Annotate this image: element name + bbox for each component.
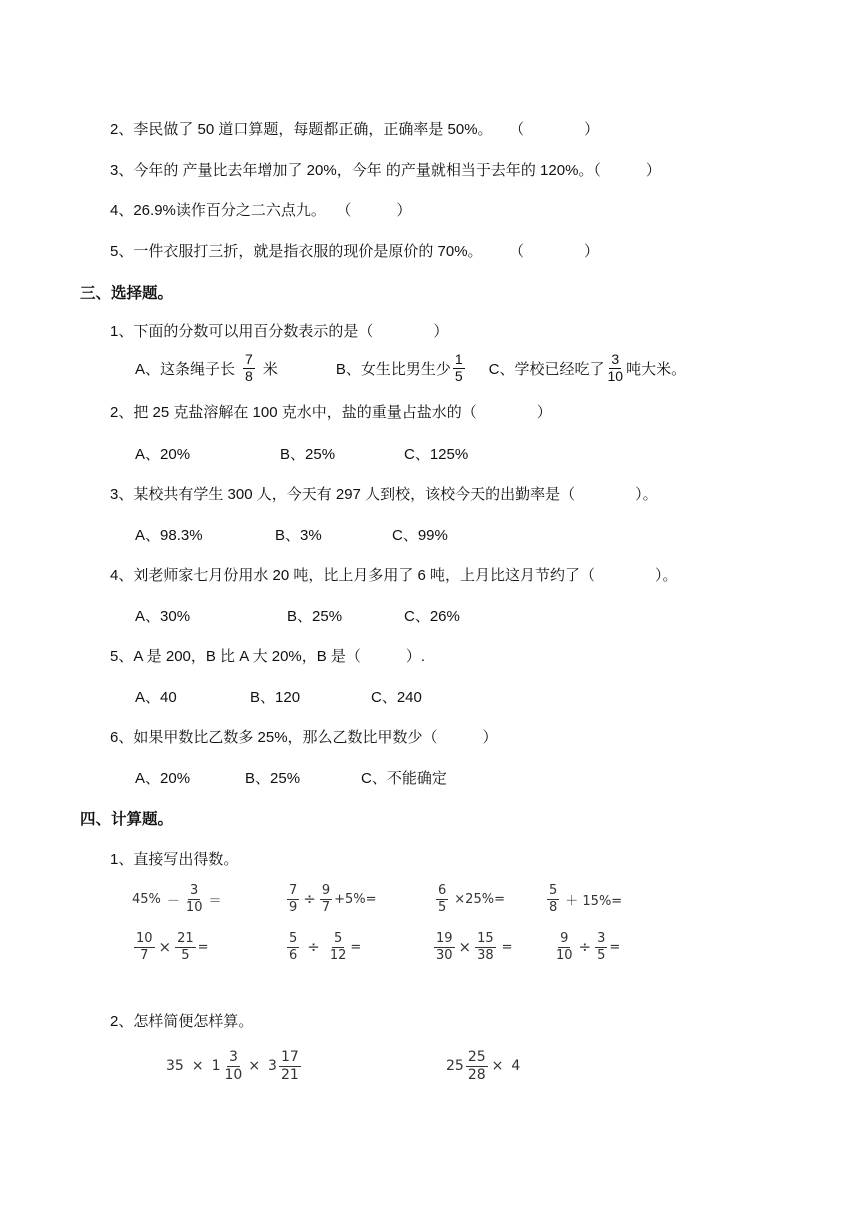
- frac-num: 19: [436, 931, 453, 946]
- times-sign: ×: [458, 938, 472, 957]
- choice-q1-b-fraction: [453, 352, 465, 384]
- judge-q4-paren[interactable]: （ ）: [343, 202, 412, 219]
- simplify-expr-2: [446, 1050, 520, 1082]
- expr-6: [285, 932, 361, 962]
- judge-q5-paren[interactable]: （ ）: [516, 243, 600, 260]
- frac-den: 10: [224, 1066, 243, 1083]
- choice-q6-a[interactable]: A、20%: [135, 770, 191, 787]
- frac-num: 5: [549, 883, 558, 898]
- equals-sign: =: [197, 939, 209, 955]
- frac-den: 28: [467, 1066, 486, 1083]
- frac-den: 8: [549, 899, 558, 915]
- mixed-number: [268, 1050, 303, 1082]
- minus-sign: －: [166, 893, 180, 909]
- frac-num: 25: [467, 1049, 486, 1065]
- mixed-whole: 25: [446, 1058, 464, 1075]
- choice-q1-b-label: B、女生比男生少: [335, 361, 451, 378]
- frac-den: 9: [289, 899, 298, 915]
- frac-num: 9: [321, 883, 331, 898]
- frac-den: 21: [280, 1066, 299, 1083]
- fraction: [134, 932, 155, 962]
- frac-num: 3: [190, 883, 199, 898]
- judge-q4-text: 4、26.9%读作百分之二六点九。: [110, 202, 326, 219]
- judge-q3-paren[interactable]: （ ）: [593, 162, 661, 179]
- equals-sign: =: [501, 939, 513, 955]
- fraction: [279, 1050, 301, 1082]
- section3-title: 三、选择题。: [80, 285, 174, 302]
- choice-q3: 3、某校共有学生 300 人，今天有 297 人到校，该校今天的出勤率是（ ）。: [110, 486, 658, 503]
- choice-q3-a[interactable]: A、98.3%: [135, 527, 203, 544]
- expr-tail: ＋ 15%=: [565, 893, 623, 909]
- frac-num: 10: [136, 931, 153, 946]
- frac-num: 17: [280, 1049, 299, 1065]
- fraction: [287, 884, 299, 914]
- fraction: [222, 1050, 244, 1082]
- choice-q5: 5、A 是 200，B 比 A 大 20%，B 是（ ）.: [110, 648, 426, 665]
- frac-den: 6: [289, 947, 298, 963]
- fraction: [595, 932, 607, 962]
- choice-q6: 6、如果甲数比乙数多 25%，那么乙数比甲数少（ ）: [110, 729, 498, 746]
- simplify-expr-1: [166, 1050, 303, 1082]
- choice-q4-c[interactable]: C、26%: [404, 608, 460, 625]
- judge-q2: [110, 120, 599, 140]
- mixed-number: [212, 1050, 247, 1082]
- fraction: [175, 932, 196, 962]
- fraction: [434, 932, 455, 962]
- choice-q5-b[interactable]: B、120: [250, 689, 301, 706]
- calc-sub1: 1、直接写出得数。: [110, 851, 239, 868]
- frac-den: 5: [454, 367, 463, 384]
- fraction: [320, 884, 332, 914]
- fraction: [287, 932, 299, 962]
- frac-den: 30: [436, 947, 453, 963]
- judge-q2-text: 2、李民做了 50 道口算题，每题都正确，正确率是 50%。: [110, 121, 493, 138]
- expr-7: [432, 932, 513, 962]
- choice-q6-c[interactable]: C、不能确定: [361, 770, 447, 787]
- frac-num: 5: [333, 931, 343, 946]
- judge-q2-paren[interactable]: （ ）: [516, 121, 600, 138]
- frac-den: 38: [477, 947, 494, 963]
- choice-q6-b[interactable]: B、25%: [245, 770, 301, 787]
- expr-term: 4: [511, 1058, 521, 1075]
- frac-num: 21: [177, 931, 194, 946]
- choice-q5-c[interactable]: C、240: [371, 689, 422, 706]
- frac-num: 3: [611, 351, 620, 368]
- frac-num: 6: [438, 883, 447, 898]
- frac-num: 15: [477, 931, 494, 946]
- frac-num: 7: [245, 351, 253, 368]
- frac-den: 7: [321, 899, 331, 915]
- expr-5: [132, 932, 209, 962]
- times-sign: ×: [248, 1058, 261, 1075]
- frac-den: 10: [556, 947, 573, 963]
- frac-den: 7: [140, 947, 149, 963]
- frac-den: 10: [607, 367, 624, 384]
- judge-q3: [110, 161, 661, 181]
- mixed-whole: 3: [268, 1058, 277, 1075]
- expr-term: 45%: [132, 891, 161, 907]
- divide-sign: ÷: [578, 938, 592, 957]
- fraction: [466, 1050, 488, 1082]
- choice-q4-a[interactable]: A、30%: [135, 608, 191, 625]
- expr-1: [132, 884, 223, 914]
- choice-q2-a[interactable]: A、20%: [135, 446, 191, 463]
- expr-term: 35: [166, 1058, 184, 1075]
- choice-q1-c-fraction: [605, 352, 625, 384]
- frac-den: 12: [329, 947, 347, 963]
- divide-sign: ÷: [307, 938, 320, 957]
- choice-q1-a-fraction: [243, 352, 255, 384]
- choice-q1-c-unit: 吨大米。: [626, 361, 687, 378]
- times-sign: ×: [158, 938, 172, 957]
- frac-den: 5: [597, 947, 606, 963]
- choice-q4-b[interactable]: B、25%: [287, 608, 343, 625]
- expr-2: [285, 884, 377, 914]
- expr-tail: ×25%=: [454, 891, 505, 907]
- frac-den: 8: [245, 367, 253, 384]
- frac-num: 5: [289, 931, 298, 946]
- judge-q3-text: 3、今年的 产量比去年增加了 20%，今年 的产量就相当于去年的 120%。: [110, 162, 594, 179]
- calc-sub2: 2、怎样简便怎样算。: [110, 1013, 254, 1030]
- choice-q5-a[interactable]: A、40: [135, 689, 177, 706]
- frac-num: 9: [560, 931, 569, 946]
- expr-4: [545, 884, 622, 914]
- choice-q1-a-unit: 米: [262, 361, 278, 378]
- expr-tail: +5%=: [334, 891, 377, 907]
- mixed-number: [446, 1050, 490, 1082]
- choice-q1-b[interactable]: [335, 351, 467, 386]
- times-sign: ×: [491, 1058, 504, 1075]
- choice-q1-c[interactable]: [488, 351, 687, 386]
- equals-sign: =: [609, 939, 621, 955]
- choice-q2-c[interactable]: C、125%: [404, 446, 469, 463]
- divide-sign: ÷: [303, 890, 316, 909]
- choice-q2: 2、把 25 克盐溶解在 100 克水中，盐的重量占盐水的（ ）: [110, 404, 552, 421]
- equals-sign: =: [350, 939, 362, 955]
- choice-q3-b[interactable]: B、3%: [275, 527, 322, 544]
- frac-num: 3: [228, 1049, 238, 1065]
- equals-sign: ＝: [208, 893, 222, 909]
- frac-num: 7: [289, 883, 298, 898]
- fraction: [547, 884, 559, 914]
- choice-q1-a[interactable]: [135, 351, 278, 386]
- frac-num: 1: [454, 351, 463, 368]
- choice-q1-options: [135, 352, 686, 388]
- fraction: [436, 884, 448, 914]
- frac-den: 10: [185, 899, 203, 915]
- fraction: [475, 932, 496, 962]
- judge-q5: [110, 242, 599, 262]
- judge-q5-text: 5、一件衣服打三折，就是指衣服的现价是原价的 70%。: [110, 243, 483, 260]
- expr-8: [552, 932, 620, 962]
- fraction: [184, 884, 205, 914]
- choice-q1: 1、下面的分数可以用百分数表示的是（ ）: [110, 323, 449, 340]
- choice-q4: 4、刘老师家七月份用水 20 吨，比上月多用了 6 吨，上月比这月节约了（ ）。: [110, 567, 678, 584]
- judge-q4: [110, 201, 411, 221]
- fraction: [554, 932, 575, 962]
- frac-den: 5: [438, 899, 447, 915]
- frac-num: 3: [597, 931, 606, 946]
- frac-den: 5: [181, 947, 190, 963]
- choice-q1-c-label: C、学校已经吃了: [488, 361, 605, 378]
- section4-title: 四、计算题。: [80, 811, 174, 828]
- choice-q3-c[interactable]: C、99%: [392, 527, 448, 544]
- choice-q2-b[interactable]: B、25%: [280, 446, 336, 463]
- times-sign: ×: [191, 1058, 204, 1075]
- expr-3: [434, 884, 505, 914]
- choice-q1-a-label: A、这条绳子长: [135, 361, 236, 378]
- fraction: [328, 932, 349, 962]
- mixed-whole: 1: [211, 1058, 221, 1075]
